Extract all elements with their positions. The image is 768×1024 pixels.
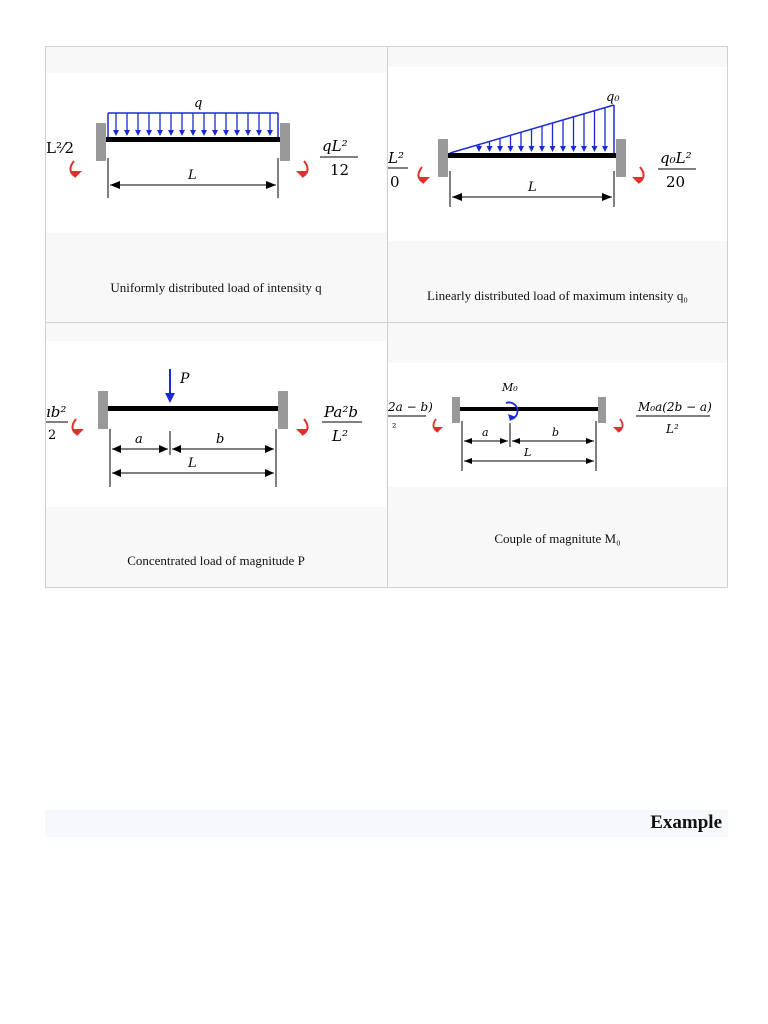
span-label: L [188, 456, 197, 471]
figure-couple [388, 363, 727, 487]
beam [448, 153, 616, 158]
left-moment-den: ² [392, 421, 397, 434]
span-label: L [524, 446, 532, 459]
dim-a: a [135, 432, 143, 447]
right-moment-den: L² [666, 422, 679, 436]
left-moment-num: 2a − b) [388, 400, 433, 414]
figure-linear-load [388, 67, 727, 241]
right-moment-den: 12 [330, 161, 350, 179]
beam-formula-table [45, 46, 728, 588]
left-wall [438, 139, 448, 177]
figure-point-load [46, 341, 386, 507]
left-moment-den: 0 [390, 173, 400, 191]
caption-linear-load: Linearly distributed load of maximum intensity q₀ [427, 288, 688, 303]
right-moment-den: 20 [666, 173, 686, 191]
table-divider-horizontal [46, 322, 727, 323]
right-wall [616, 139, 626, 177]
dim-b: b [216, 432, 225, 447]
left-moment-num: L² [388, 149, 404, 167]
right-moment-den: L² [332, 427, 348, 445]
left-moment-num: ıb² [46, 403, 67, 421]
figure-uniform-load [46, 73, 386, 233]
dim-b: b [552, 426, 560, 439]
right-moment-num: M₀a(2b − a) [638, 400, 712, 414]
dim-a: a [482, 426, 489, 439]
span-label: L [528, 180, 537, 195]
left-moment: L²⁄2 [46, 139, 75, 157]
example-heading: Example [650, 812, 722, 833]
uniform-load-arrows [113, 113, 273, 136]
load-label: M₀ [502, 381, 518, 394]
right-wall [280, 123, 290, 161]
load-label: P [180, 371, 190, 387]
left-wall [96, 123, 106, 161]
right-moment-num: q₀L² [660, 149, 692, 167]
span-label: L [188, 168, 197, 183]
example-band [45, 810, 728, 837]
load-label: q₀ [606, 90, 620, 105]
caption-point-load: Concentrated load of magnitude P [127, 553, 305, 568]
right-moment-num: Pa²b [324, 403, 358, 421]
beam [108, 406, 278, 411]
caption-uniform-load: Uniformly distributed load of intensity q [110, 280, 322, 295]
caption-couple: Couple of magnitute M₀ [494, 531, 621, 546]
right-moment-num: qL² [322, 137, 348, 155]
point-load-arrow [165, 393, 175, 403]
load-label: q [194, 96, 203, 111]
beam [460, 407, 598, 411]
beam [106, 137, 280, 142]
left-moment-den: 2 [48, 428, 57, 443]
linear-load-arrows [476, 108, 608, 152]
